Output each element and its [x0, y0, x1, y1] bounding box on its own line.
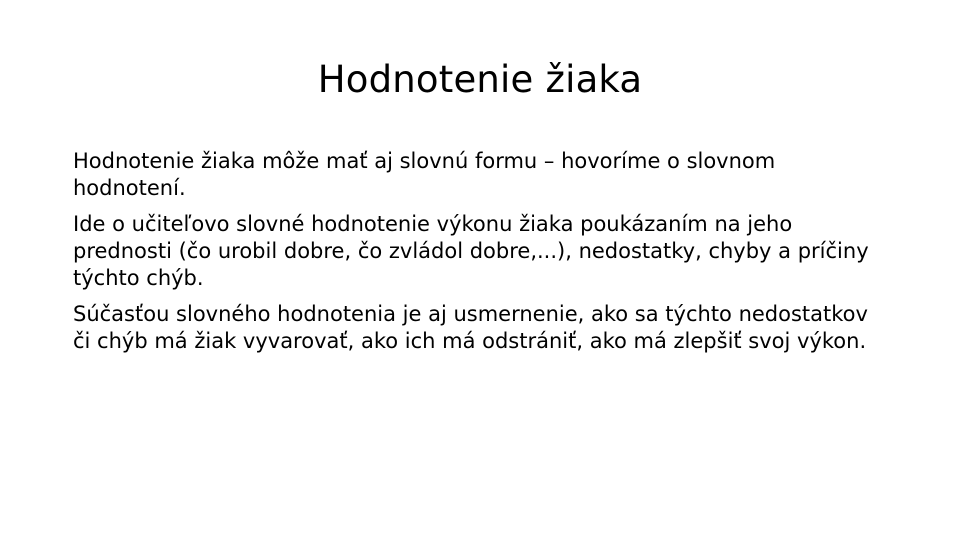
- paragraph-3: Súčasťou slovného hodnotenia je aj usmernenie, ako sa týchto nedostatkov či chýb má žiak vyvarovať, ako ich má odstrániť, ako má zlepšiť svoj výkon.: [73, 302, 868, 353]
- slide-body: [73, 148, 873, 355]
- slide-title: Hodnotenie žiaka: [317, 58, 643, 101]
- paragraph-2: Ide o učiteľovo slovné hodnotenie výkonu žiaka poukázaním na jeho prednosti (čo urobil dobre, čo zvládol dobre,...), nedostatky, chyby a príčiny týchto chýb.: [73, 212, 869, 290]
- paragraph-1: Hodnotenie žiaka môže mať aj slovnú formu – hovoríme o slovnom hodnotení.: [73, 149, 776, 200]
